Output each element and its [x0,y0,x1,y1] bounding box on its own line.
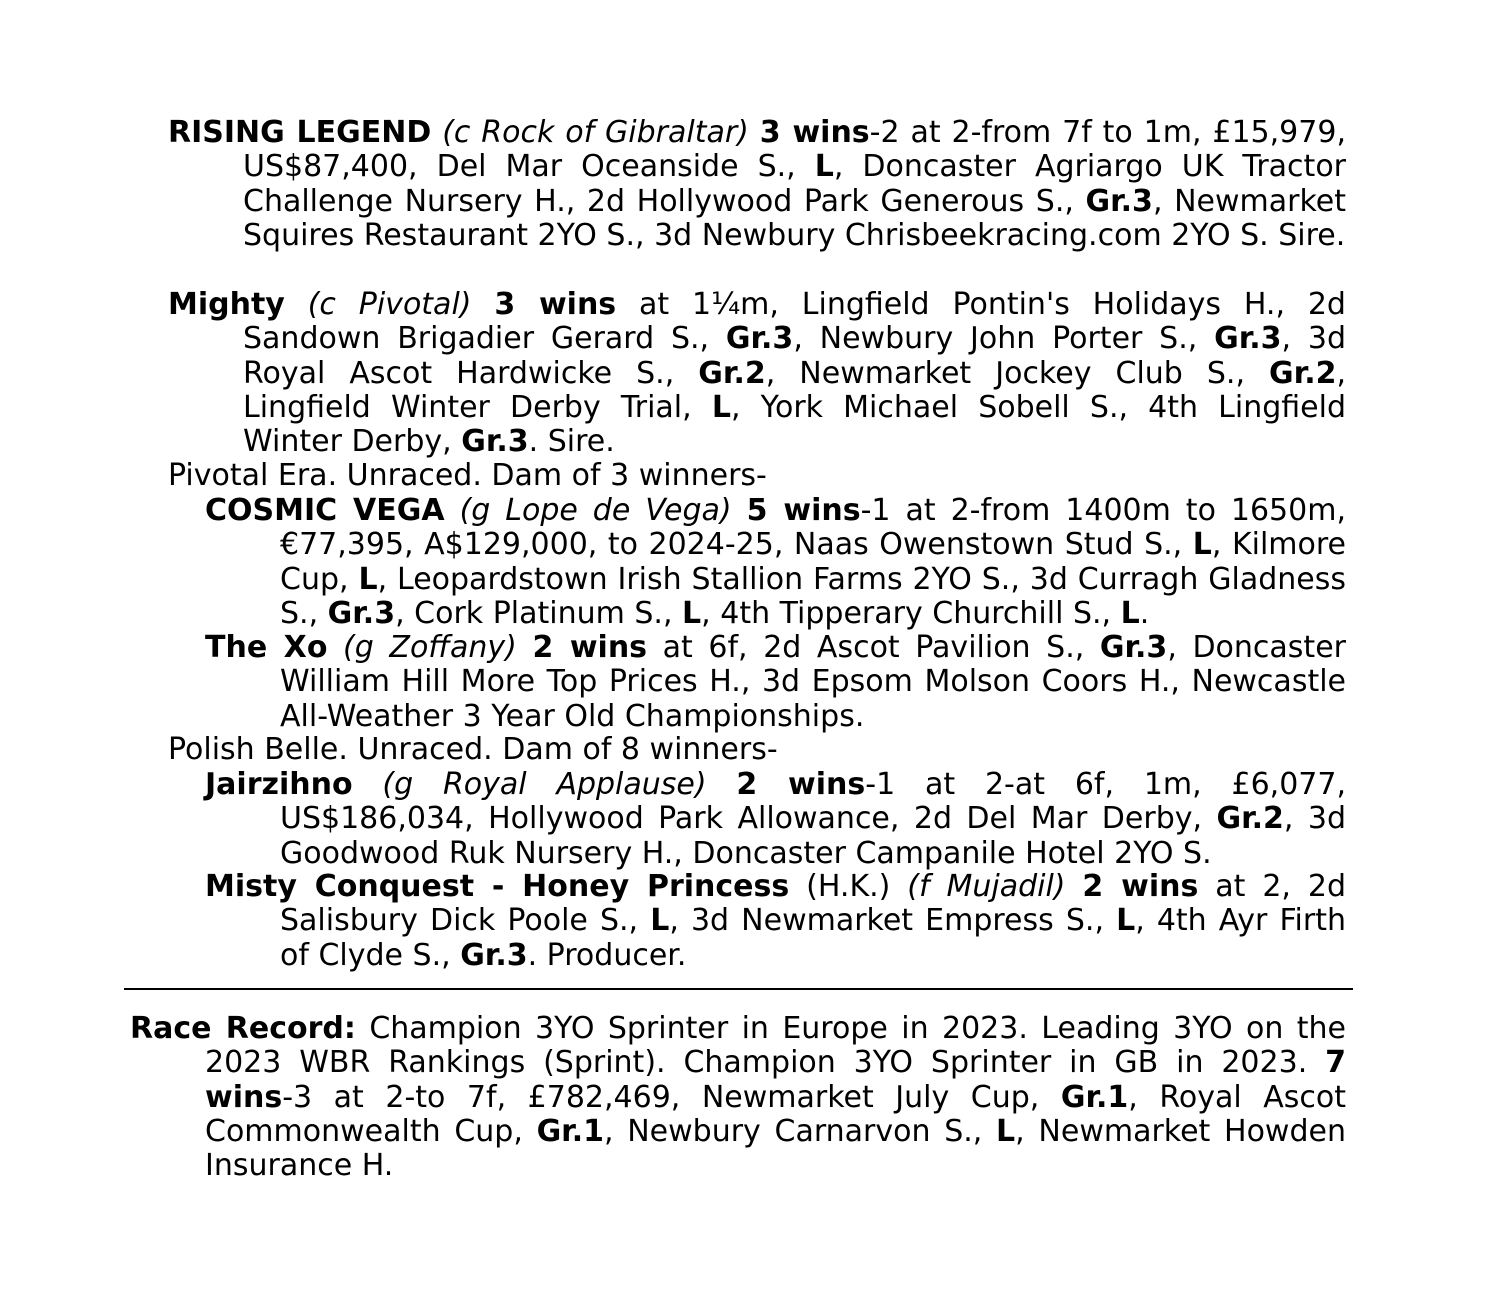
horse-pedigree: (f Mujadil) [907,869,1066,904]
race-text: , Lingfield Winter Derby Trial, [243,355,1347,425]
race-text: , Kilmore Cup, [280,527,1346,597]
wins-count: 2 wins [736,767,866,802]
race-text: , Newmarket Jockey Club S., [765,355,1270,391]
race-text: . [1139,595,1150,631]
group-badge: Gr.1 [536,1113,604,1149]
horse-pedigree: (g Royal Applause) [382,767,707,802]
race-text: . Producer. [527,937,687,973]
progeny-entry-cosmic-vega [205,493,1346,631]
listed-badge: L [1192,527,1212,563]
group-badge: Gr.2 [1216,801,1284,837]
race-text: at 6f, 2d Ascot Pavilion S., [647,630,1100,665]
race-text: , 3d Royal Ascot Hardwicke S., [243,321,1347,391]
listed-badge: L [814,149,834,185]
listed-badge: L [711,389,731,425]
group-badge: Gr.3 [1085,183,1153,219]
horse-name: COSMIC VEGA [205,493,445,528]
listed-badge: L [1116,903,1136,939]
dam-line-pivotal-era: Pivotal Era. Unraced. Dam of 3 winners- [168,458,767,493]
wins-count: 3 wins [494,287,617,322]
listed-badge: L [996,1113,1016,1149]
group-badge: Gr.3 [1214,321,1282,357]
group-badge: Gr.3 [725,321,794,357]
race-text: , 3d Newmarket Empress S., [669,903,1117,939]
wins-count: 3 wins [759,115,870,150]
race-text: , Doncaster William Hill More Top Prices H., 3d Epsom Molson Coors H., Newcastle All-Weather 3 Year Old Championships. [280,630,1346,734]
wins-count: 5 wins [746,493,861,528]
race-text: at 2, 2d Salisbury Dick Poole S., [280,869,1346,939]
progeny-entry-jairzihno [205,767,1347,871]
race-text: -2 at 2-from 7f to 1m, £15,979, US$87,400, Del Mar Oceanside S., [243,115,1346,185]
horse-pedigree: (g Lope de Vega) [459,493,732,528]
horse-name: The Xo [205,630,328,665]
group-badge: Gr.3 [461,424,529,460]
race-text: Champion 3YO Sprinter in Europe in 2023. Leading 3YO on the 2023 WBR Rankings (Sprint). Champion 3YO Sprinter in GB in 2023. [205,1011,1346,1081]
horse-name: Mighty [168,287,285,322]
race-text: -1 at 2-from 1400m to 1650m, €77,395, A$129,000, to 2024-25, Naas Owenstown Stud S., [280,493,1346,563]
wins-count: 2 wins [1082,869,1199,904]
race-text: . Sire. [528,424,615,460]
wins-count: 7 wins [205,1045,1346,1115]
race-record-paragraph [130,1011,1346,1184]
race-text: , Royal Ascot Commonwealth Cup, [205,1079,1346,1149]
listed-badge: L [1120,595,1140,631]
race-text: , York Michael Sobell S., 4th Lingfield Winter Derby, [243,389,1346,460]
group-badge: Gr.3 [460,937,528,973]
race-text: , Leopardstown Irish Stallion Farms 2YO S., 3d Curragh Gladness S., [280,561,1346,631]
race-record-label: Race Record: [130,1011,356,1046]
race-text: , Cork Platinum S., [395,595,683,631]
dam-line-polish-belle: Polish Belle. Unraced. Dam of 8 winners- [168,732,778,767]
country-code: (H.K.) [789,869,908,904]
group-badge: Gr.2 [698,355,766,391]
horse-pedigree: (c Rock of Gibraltar) [442,115,749,150]
horse-name: Misty Conquest - Honey Princess [205,869,790,904]
section-divider [124,988,1353,990]
race-text: , 3d Goodwood Ruk Nursery H., Doncaster Campanile Hotel 2YO S. [280,801,1346,871]
race-text: , Newbury Carnarvon S., [603,1113,997,1149]
group-badge: Gr.3 [1099,630,1168,665]
listed-badge: L [358,561,378,597]
race-text: -3 at 2-to 7f, £782,469, Newmarket July Cup, [282,1079,1061,1115]
race-text: , Newmarket Squires Restaurant 2YO S., 3d Newbury Chrisbeekracing.com 2YO S. Sire. [243,183,1346,253]
race-text: at 1¼m, Lingfield Pontin's Holidays H., 2d Sandown Brigadier Gerard S., [243,287,1346,357]
progeny-entry-the-xo [205,630,1346,734]
race-text: , 4th Tipperary Churchill S., [701,595,1121,631]
race-text: -1 at 2-at 6f, 1m, £6,077, US$186,034, Hollywood Park Allowance, 2d Del Mar Derby, [280,767,1347,837]
progeny-entry-mighty [168,287,1347,460]
progeny-entry-misty-conquest [205,869,1346,973]
listed-badge: L [682,595,702,631]
horse-pedigree: (c Pivotal) [307,287,472,322]
listed-badge: L [650,903,670,939]
wins-count: 2 wins [532,630,648,665]
group-badge: Gr.3 [327,595,396,631]
race-text: , 4th Ayr Firth of Clyde S., [280,903,1346,973]
group-badge: Gr.1 [1060,1079,1129,1115]
race-text: , Doncaster Agriargo UK Tractor Challenge Nursery H., 2d Hollywood Park Generous S., [243,149,1347,219]
horse-pedigree: (g Zoffany) [343,630,517,665]
race-text: , Newbury John Porter S., [793,321,1215,357]
race-text: , Newmarket Howden Insurance H. [205,1113,1346,1184]
progeny-entry-rising-legend [168,115,1347,253]
horse-name: Jairzihno [205,767,353,802]
group-badge: Gr.2 [1269,355,1337,391]
horse-name: RISING LEGEND [168,115,432,150]
